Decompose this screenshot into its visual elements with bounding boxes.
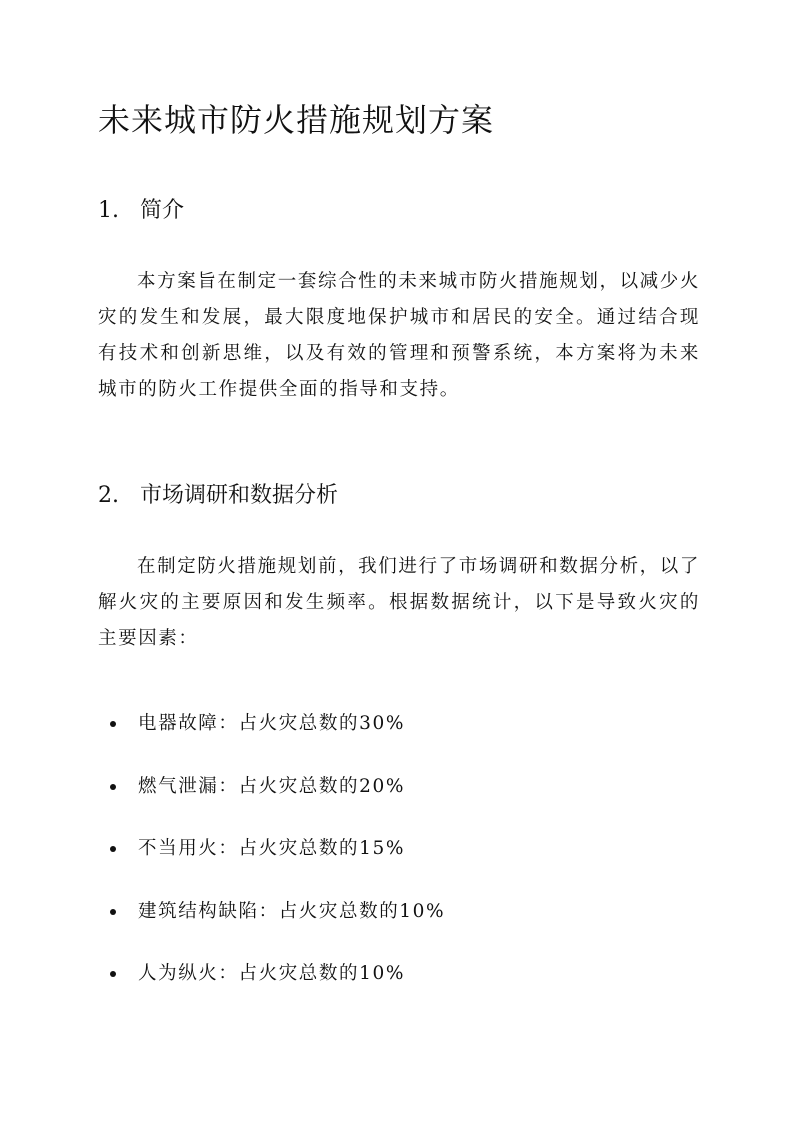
section-heading-market-research	[98, 481, 338, 511]
list-item-text: 不当用火：占火灾总数的15%	[138, 838, 406, 859]
section-title: 简介	[140, 198, 185, 223]
list-item	[110, 706, 445, 769]
list-item-text: 电器故障：占火灾总数的30%	[138, 713, 406, 734]
section-number: 1.	[98, 198, 119, 223]
market-research-paragraph: 在制定防火措施规划前，我们进行了市场调研和数据分析，以了解火灾的主要原因和发生频率。根据数据统计，以下是导致火灾的主要因素：	[98, 556, 700, 649]
list-item-text: 建筑结构缺陷：占火灾总数的10%	[138, 900, 446, 922]
section-title: 市场调研和数据分析	[140, 483, 339, 508]
list-item-text: 燃气泄漏：占火灾总数的20%	[138, 775, 406, 797]
list-item	[110, 956, 445, 1019]
bullet-icon	[110, 721, 116, 727]
list-item-text: 人为纵火：占火灾总数的10%	[138, 963, 406, 984]
document-title: 未来城市防火措施规划方案	[98, 101, 495, 139]
section-number: 2.	[98, 483, 119, 508]
fire-cause-list	[110, 706, 445, 1019]
bullet-icon	[110, 971, 116, 977]
section-heading-introduction	[98, 196, 184, 226]
introduction-paragraph: 本方案旨在制定一套综合性的未来城市防火措施规划，以减少火灾的发生和发展，最大限度地保护城市和居民的安全。通过结合现有技术和创新思维，以及有效的管理和预警系统，本方案将为未来城市的防火工作提供全面的指导和支持。	[98, 271, 700, 400]
bullet-icon	[110, 784, 116, 790]
list-item	[110, 769, 445, 832]
list-item	[110, 894, 445, 957]
bullet-icon	[110, 846, 116, 852]
bullet-icon	[110, 909, 116, 915]
list-item	[110, 831, 445, 894]
